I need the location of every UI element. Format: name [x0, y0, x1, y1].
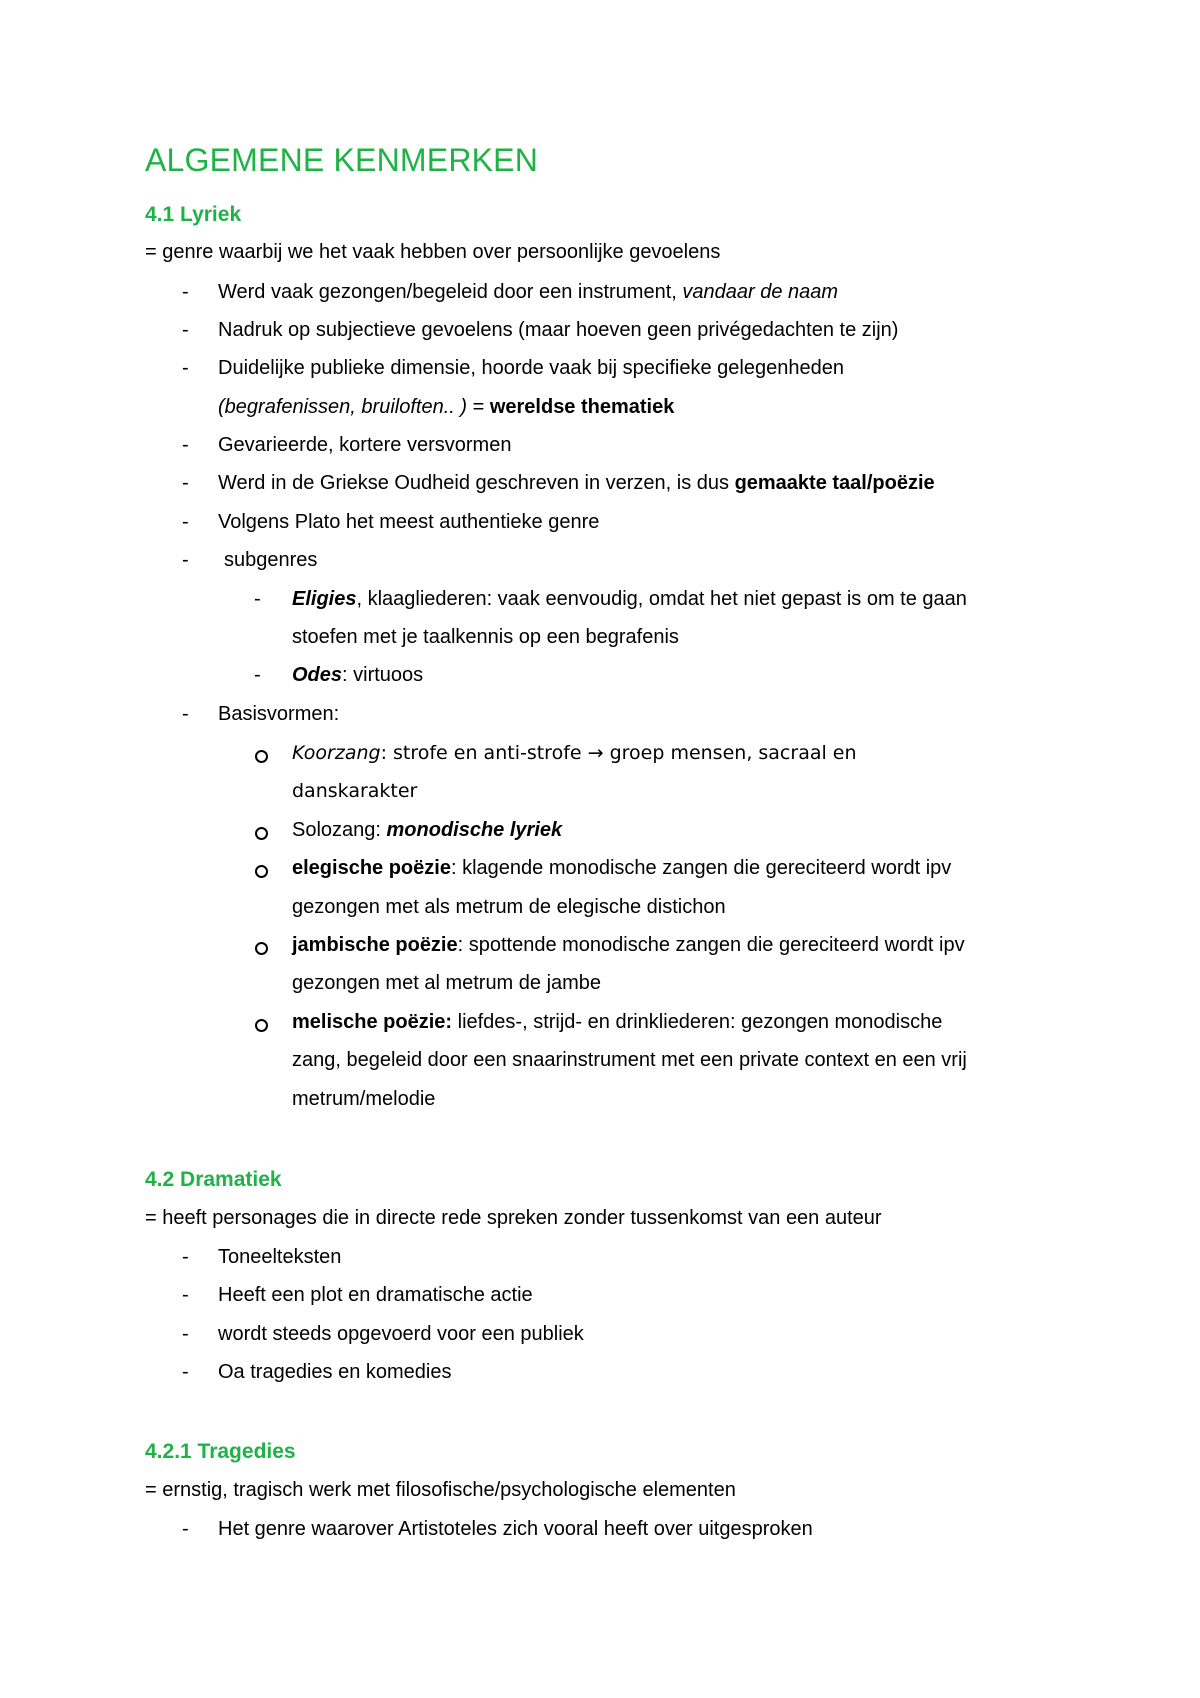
bullet-dash: - [182, 1246, 189, 1268]
section-heading-tragedies: 4.2.1 Tragedies [145, 1440, 296, 1463]
bullet-dash: - [182, 703, 189, 725]
list-item [218, 471, 935, 495]
lyriek-definition: = genre waarbij we het vaak hebben over persoonlijke gevoelens [145, 241, 721, 263]
list-item: Gevarieerde, kortere versvormen [218, 434, 512, 456]
bullet-dash: - [182, 1361, 189, 1383]
sub-list-item-continuation: metrum/melodie [292, 1088, 436, 1110]
tragedies-definition: = ernstig, tragisch werk met filosofische/psychologische elementen [145, 1479, 736, 1501]
sub-list-item-continuation: gezongen met als metrum de elegische distichon [292, 896, 726, 918]
list-item-text: : strofe en anti-strofe → groep mensen, sacraal en [380, 742, 857, 764]
list-item-bold: melische poëzie: [292, 1011, 453, 1033]
list-item-emphasis: (begrafenissen, bruiloften.. ) [218, 396, 468, 418]
list-item-emphasis: vandaar de naam [682, 281, 839, 303]
list-item-text: = [467, 396, 490, 418]
section-heading-dramatiek: 4.2 Dramatiek [145, 1168, 282, 1191]
bullet-dash: - [182, 472, 189, 494]
sub-list-item-continuation: zang, begeleid door een snaarinstrument met een private context en een vrij [292, 1049, 967, 1071]
bullet-dash: - [182, 357, 189, 379]
circle-bullet-icon [255, 827, 268, 840]
list-item: Nadruk op subjectieve gevoelens (maar hoeven geen privégedachten te zijn) [218, 319, 899, 341]
document-title: ALGEMENE KENMERKEN [145, 142, 539, 178]
list-item-text: : klagende monodische zangen die gereciteerd wordt ipv [450, 857, 952, 879]
bullet-dash: - [254, 664, 261, 686]
list-item-bold: wereldse thematiek [489, 396, 675, 418]
sub-list-item [292, 741, 857, 765]
sub-list-item [292, 1010, 942, 1034]
bullet-dash: - [182, 511, 189, 533]
circle-bullet-icon [255, 1019, 268, 1032]
sub-list-item [292, 933, 965, 957]
list-item: subgenres [224, 549, 318, 571]
list-item [218, 280, 838, 304]
bullet-dash: - [182, 434, 189, 456]
circle-bullet-icon [255, 865, 268, 878]
bullet-dash: - [182, 1323, 189, 1345]
list-item-text: Werd vaak gezongen/begeleid door een instrument, [218, 281, 683, 303]
sub-list-item [292, 818, 562, 842]
bullet-dash: - [182, 319, 189, 341]
list-item-continuation [218, 395, 674, 419]
list-item: Duidelijke publieke dimensie, hoorde vaak bij specifieke gelegenheden [218, 357, 844, 379]
list-item: Basisvormen: [218, 703, 340, 725]
list-item-bold: gemaakte taal/poëzie [734, 472, 935, 494]
sub-list-item [292, 587, 967, 611]
list-item: Oa tragedies en komedies [218, 1361, 452, 1383]
circle-bullet-icon [255, 942, 268, 955]
sub-list-item-continuation: gezongen met al metrum de jambe [292, 972, 602, 994]
sub-list-item [292, 856, 951, 880]
bullet-dash: - [254, 588, 261, 610]
bullet-dash: - [182, 1518, 189, 1540]
list-item-text: Werd in de Griekse Oudheid geschreven in verzen, is dus [218, 472, 735, 494]
bullet-dash: - [182, 549, 189, 571]
list-item-bold: jambische poëzie [292, 934, 458, 956]
list-item-text: liefdes-, strijd- en drinkliederen: gezongen monodische [452, 1011, 943, 1033]
section-heading-lyriek: 4.1 Lyriek [145, 203, 242, 226]
circle-bullet-icon [255, 750, 268, 763]
list-item-text: : virtuoos [342, 664, 424, 686]
list-item-text: : spottende monodische zangen die gereciteerd wordt ipv [457, 934, 965, 956]
bullet-dash: - [182, 1284, 189, 1306]
list-item-text: Solozang: [292, 819, 387, 841]
list-item-bold: monodische lyriek [386, 819, 563, 841]
list-item: Toneelteksten [218, 1246, 342, 1268]
sub-list-item [292, 663, 423, 687]
dramatiek-definition: = heeft personages die in directe rede spreken zonder tussenkomst van een auteur [145, 1207, 882, 1229]
list-item: Het genre waarover Artistoteles zich vooral heeft over uitgesproken [218, 1518, 813, 1540]
list-item-bold: Odes [292, 664, 343, 686]
list-item: Heeft een plot en dramatische actie [218, 1284, 533, 1306]
list-item-text: , klaagliederen: vaak eenvoudig, omdat het niet gepast is om te gaan [356, 588, 967, 610]
sub-list-item-continuation: stoefen met je taalkennis op een begrafenis [292, 626, 679, 648]
bullet-dash: - [182, 281, 189, 303]
sub-list-item-continuation: danskarakter [292, 780, 418, 802]
list-item-emphasis: Koorzang [292, 742, 381, 764]
list-item-bold: elegische poëzie [292, 857, 451, 879]
list-item-bold: Eligies [292, 588, 357, 610]
list-item: Volgens Plato het meest authentieke genre [218, 511, 600, 533]
list-item: wordt steeds opgevoerd voor een publiek [218, 1323, 584, 1345]
